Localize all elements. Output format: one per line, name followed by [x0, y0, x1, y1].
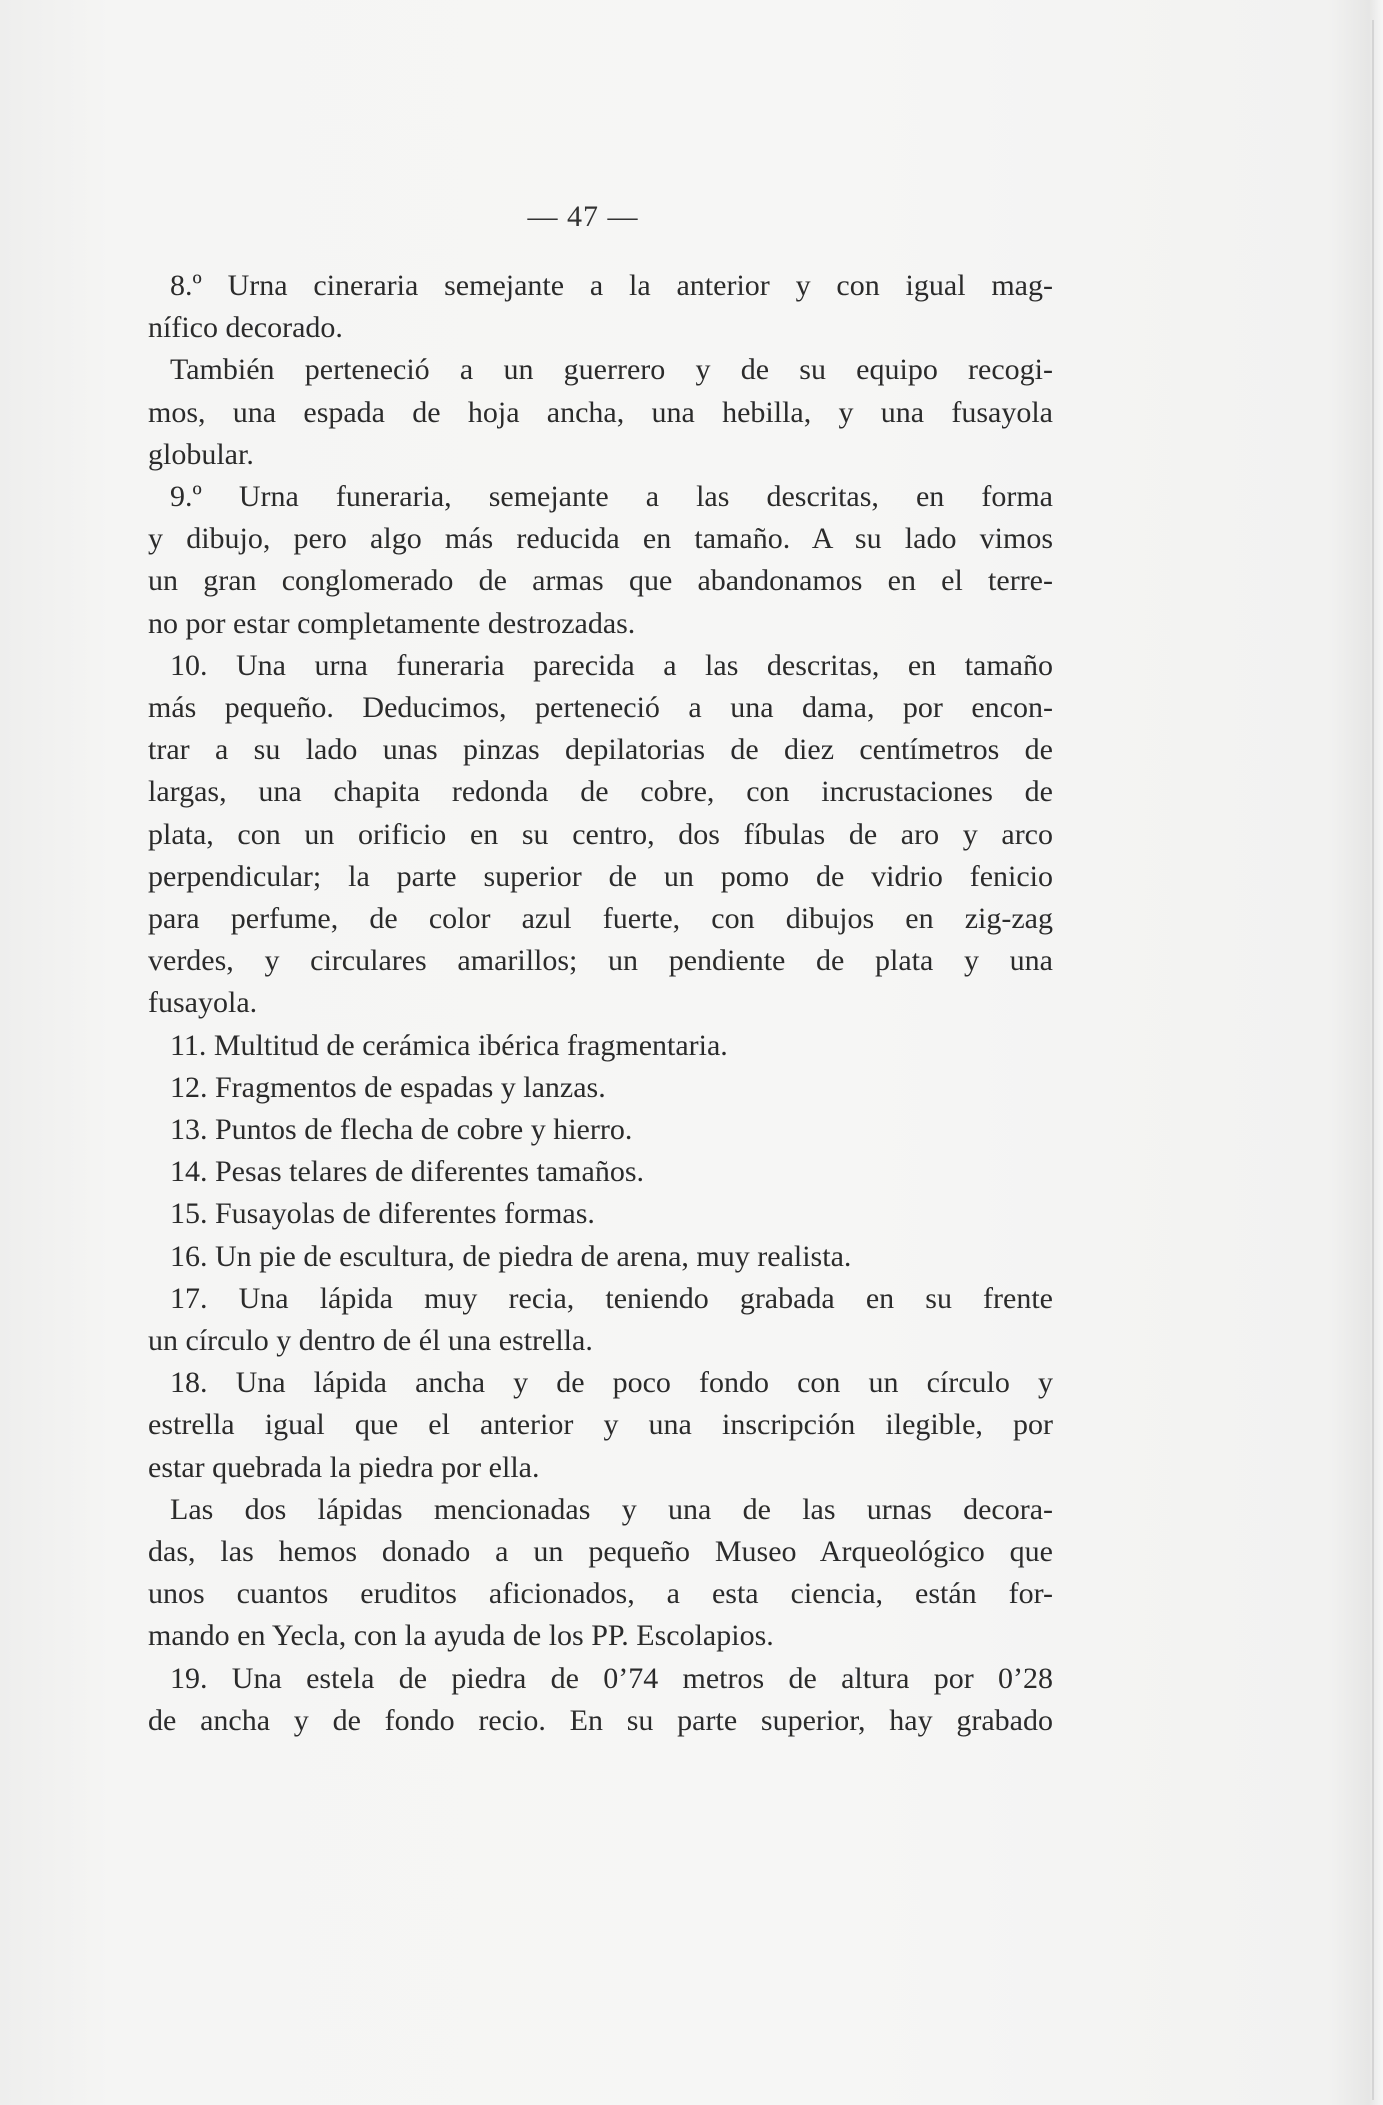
- text-line: También perteneció a un guerrero y de su equipo recogi-: [170, 353, 1053, 386]
- text-line: 19. Una estela de piedra de 0’74 metros de altura por 0’28: [170, 1662, 1053, 1695]
- text-line: 12. Fragmentos de espadas y lanzas.: [170, 1071, 606, 1104]
- text-line: unos cuantos eruditos aficionados, a esta ciencia, están for-: [148, 1577, 1053, 1610]
- text-line: verdes, y circulares amarillos; un pendiente de plata y una: [148, 944, 1053, 977]
- text-line: 15. Fusayolas de diferentes formas.: [170, 1197, 595, 1230]
- text-line: mando en Yecla, con la ayuda de los PP. Escolapios.: [148, 1619, 774, 1652]
- text-line: de ancha y de fondo recio. En su parte superior, hay grabado: [148, 1704, 1053, 1737]
- text-line: no por estar completamente destrozadas.: [148, 607, 636, 640]
- text-line: globular.: [148, 438, 254, 471]
- text-line: 9.º Urna funeraria, semejante a las descritas, en forma: [170, 480, 1053, 513]
- text-line: más pequeño. Deducimos, perteneció a una dama, por encon-: [148, 691, 1053, 724]
- text-line: estar quebrada la piedra por ella.: [148, 1451, 540, 1484]
- text-line: un gran conglomerado de armas que abandonamos en el terre-: [148, 564, 1053, 597]
- text-line: 16. Un pie de escultura, de piedra de arena, muy realista.: [170, 1240, 852, 1273]
- text-line: y dibujo, pero algo más reducida en tamaño. A su lado vimos: [148, 522, 1053, 555]
- text-line: perpendicular; la parte superior de un pomo de vidrio fenicio: [148, 860, 1053, 893]
- text-line: estrella igual que el anterior y una inscripción ilegible, por: [148, 1408, 1053, 1441]
- text-line: 14. Pesas telares de diferentes tamaños.: [170, 1155, 645, 1188]
- text-line: trar a su lado unas pinzas depilatorias de diez centímetros de: [148, 733, 1053, 766]
- text-line: plata, con un orificio en su centro, dos fíbulas de aro y arco: [148, 818, 1053, 851]
- page-edge-shadow: [1372, 20, 1374, 2100]
- text-line: das, las hemos donado a un pequeño Museo Arqueológico que: [148, 1535, 1053, 1568]
- text-line: 13. Puntos de flecha de cobre y hierro.: [170, 1113, 633, 1146]
- text-line: 8.º Urna cineraria semejante a la anterior y con igual mag-: [170, 269, 1053, 302]
- text-line: fusayola.: [148, 986, 258, 1019]
- text-line: mos, una espada de hoja ancha, una hebilla, y una fusayola: [148, 396, 1053, 429]
- text-line: largas, una chapita redonda de cobre, con incrustaciones de: [148, 775, 1053, 808]
- text-line: 18. Una lápida ancha y de poco fondo con un círculo y: [170, 1366, 1053, 1399]
- text-line: 10. Una urna funeraria parecida a las descritas, en tamaño: [170, 649, 1053, 682]
- page-number: — 47 —: [527, 200, 639, 233]
- text-line: Las dos lápidas mencionadas y una de las urnas decora-: [170, 1493, 1053, 1526]
- text-line: 17. Una lápida muy recia, teniendo grabada en su frente: [170, 1282, 1053, 1315]
- text-line: 11. Multitud de cerámica ibérica fragmentaria.: [170, 1029, 728, 1062]
- text-line: para perfume, de color azul fuerte, con dibujos en zig-zag: [148, 902, 1053, 935]
- text-line: un círculo y dentro de él una estrella.: [148, 1324, 593, 1357]
- text-line: nífico decorado.: [148, 311, 343, 344]
